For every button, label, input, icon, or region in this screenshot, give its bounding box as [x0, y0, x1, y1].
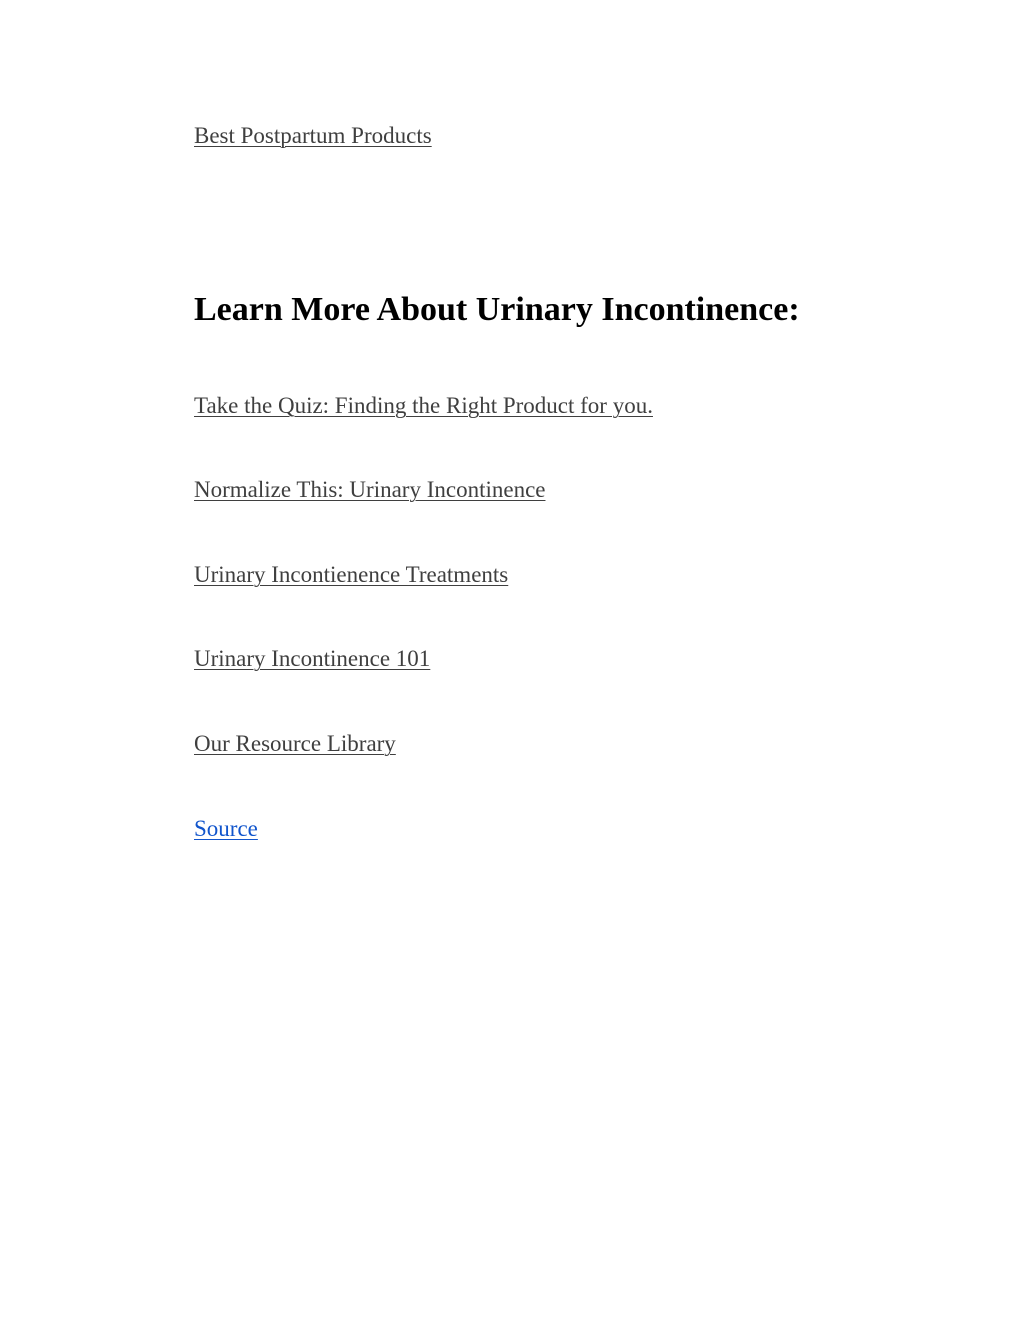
incontinence-101-link[interactable]: Urinary Incontinence 101 — [194, 646, 431, 671]
best-postpartum-products-link[interactable]: Best Postpartum Products — [194, 123, 432, 148]
section-heading: Learn More About Urinary Incontinence: — [194, 291, 800, 328]
normalize-this-link[interactable]: Normalize This: Urinary Incontinence — [194, 477, 546, 502]
take-the-quiz-link[interactable]: Take the Quiz: Finding the Right Product for you. — [194, 393, 653, 418]
source-link[interactable]: Source — [194, 816, 258, 841]
resource-library-link[interactable]: Our Resource Library — [194, 731, 396, 756]
treatments-link[interactable]: Urinary Incontienence Treatments — [194, 562, 509, 587]
